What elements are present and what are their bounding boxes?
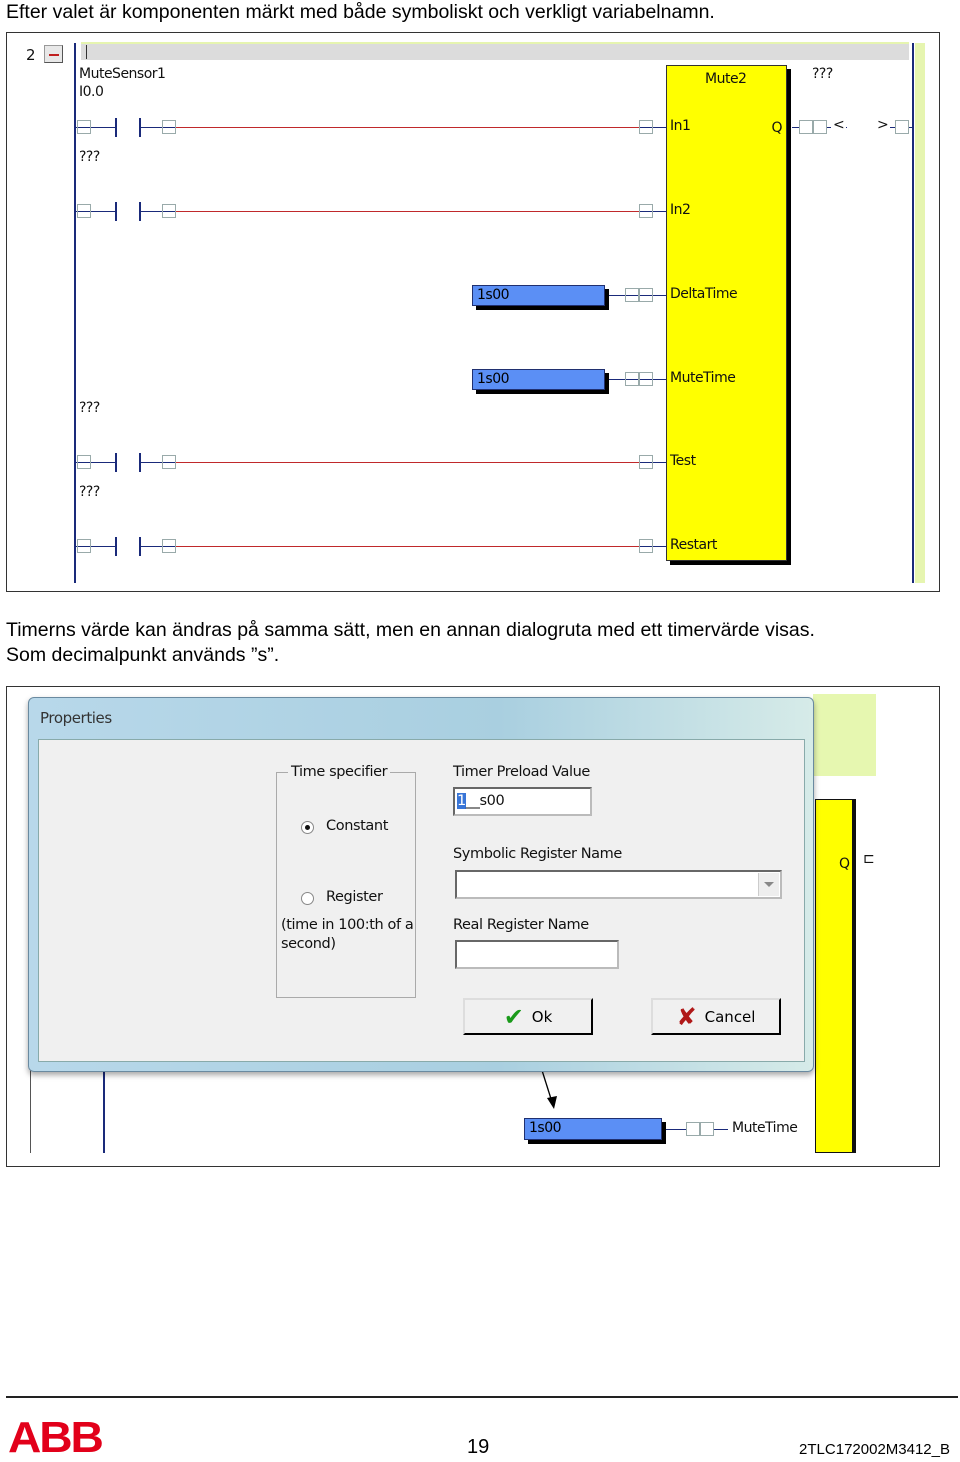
pin-label: Restart: [670, 537, 717, 553]
pin-box: [686, 1122, 700, 1136]
mute-function-block[interactable]: [666, 65, 787, 561]
pin-box: [639, 372, 653, 386]
group-label: Time specifier: [288, 764, 390, 780]
right-power-rail: [912, 43, 914, 583]
pin-q: Q: [771, 120, 782, 136]
radio-register[interactable]: [301, 892, 314, 905]
pin-box: [77, 204, 91, 218]
pin-box: [700, 1122, 714, 1136]
block-name: Mute2: [705, 71, 747, 87]
contact-left-icon: [115, 453, 117, 472]
caption-1: Efter valet är komponenten märkt med både symboliskt och verkligt variabelnamn.: [6, 1, 715, 23]
document-id: 2TLC172002M3412_B: [799, 1441, 950, 1458]
rail: [30, 1067, 31, 1153]
real-register-input[interactable]: [455, 940, 619, 969]
pin-mutetime: MuteTime: [732, 1120, 798, 1136]
ok-label: Ok: [531, 1007, 553, 1026]
pin-box: [895, 120, 909, 134]
radio-register-label[interactable]: Register: [326, 889, 383, 905]
pin-box: [162, 204, 176, 218]
rung-wire: [175, 127, 653, 128]
pin-box: [799, 120, 813, 134]
contact-left-icon: [115, 118, 117, 137]
pin-label: In1: [670, 118, 691, 134]
timer-constant[interactable]: 1s00: [472, 285, 605, 306]
preload-value: __s00: [465, 793, 505, 809]
left-power-rail: [74, 43, 76, 583]
output-symbol: ???: [812, 66, 833, 82]
preload-label: Timer Preload Value: [453, 764, 590, 780]
pin-box: [639, 120, 653, 134]
footer-rule: [6, 1396, 958, 1398]
rung-number: 2: [26, 46, 36, 64]
contact-symbol: ???: [79, 400, 100, 416]
x-icon: ✘: [676, 1002, 697, 1031]
pin-box: [162, 539, 176, 553]
cancel-button[interactable]: [651, 998, 781, 1035]
ok-button[interactable]: [463, 998, 593, 1035]
contact-symbol: ???: [79, 484, 100, 500]
preload-input[interactable]: [453, 787, 592, 816]
timer-constant[interactable]: 1s00: [524, 1118, 662, 1140]
contact-symbol: MuteSensor1: [79, 66, 166, 82]
dialog-figure: [6, 686, 940, 1167]
coil-left-icon: <: [833, 117, 845, 133]
real-label: Real Register Name: [453, 917, 589, 933]
properties-dialog: [28, 697, 814, 1072]
timer-constant[interactable]: 1s00: [472, 369, 605, 390]
pin-box: [639, 455, 653, 469]
pin-label: In2: [670, 202, 691, 218]
dialog-title: Properties: [40, 709, 112, 727]
dialog-body: [38, 739, 805, 1062]
coil-gap: [847, 117, 875, 137]
time-specifier-group: [276, 772, 416, 998]
bg-strip: [813, 694, 876, 776]
pin-box: [639, 288, 653, 302]
pin-box: [162, 455, 176, 469]
ladder-figure: [6, 32, 940, 592]
rung-wire: [175, 462, 653, 463]
pin-box: [162, 120, 176, 134]
chevron-down-icon[interactable]: [758, 873, 779, 896]
pin-label: MuteTime: [670, 370, 736, 386]
rung-header-bar: [81, 42, 909, 60]
radio-constant-label[interactable]: Constant: [326, 818, 388, 834]
symbolic-label: Symbolic Register Name: [453, 846, 622, 862]
cancel-label: Cancel: [704, 1007, 756, 1026]
cursor: [86, 45, 87, 59]
pin-box: [625, 288, 639, 302]
page-number: 19: [467, 1436, 490, 1458]
contact-address: I0.0: [79, 84, 104, 100]
radio-constant[interactable]: [301, 821, 314, 834]
pin-label: Test: [670, 453, 696, 469]
checkmark-icon: ✔: [503, 1002, 524, 1031]
pin-box: [77, 120, 91, 134]
register-note: second): [281, 936, 336, 952]
pin-box: [77, 455, 91, 469]
pin-box: [77, 539, 91, 553]
pin-box: [813, 120, 827, 134]
collapse-rung-button[interactable]: [44, 45, 63, 63]
pin-box-icon: ⊏: [863, 851, 875, 867]
rung-wire: [175, 546, 653, 547]
function-block-bg: [815, 799, 856, 1153]
pin-box: [639, 204, 653, 218]
rung-wire: [175, 211, 653, 212]
pin-box: [639, 539, 653, 553]
rail: [103, 1067, 105, 1153]
pin-q: Q: [839, 856, 850, 872]
contact-left-icon: [115, 202, 117, 221]
register-note: (time in 100:th of a: [281, 917, 414, 933]
symbolic-register-select[interactable]: [455, 870, 782, 899]
contact-symbol: ???: [79, 149, 100, 165]
caption-3: Som decimalpunkt används ”s”.: [6, 644, 280, 666]
pin-box: [625, 372, 639, 386]
caption-2: Timerns värde kan ändras på samma sätt, men en annan dialogruta med ett timervärde visas.: [6, 619, 815, 641]
abb-logo: ABB: [8, 1413, 102, 1462]
preload-selection: 1: [457, 793, 466, 809]
contact-left-icon: [115, 537, 117, 556]
pin-label: DeltaTime: [670, 286, 738, 302]
margin-strip: [915, 43, 925, 583]
coil-right-icon: >: [877, 117, 889, 133]
